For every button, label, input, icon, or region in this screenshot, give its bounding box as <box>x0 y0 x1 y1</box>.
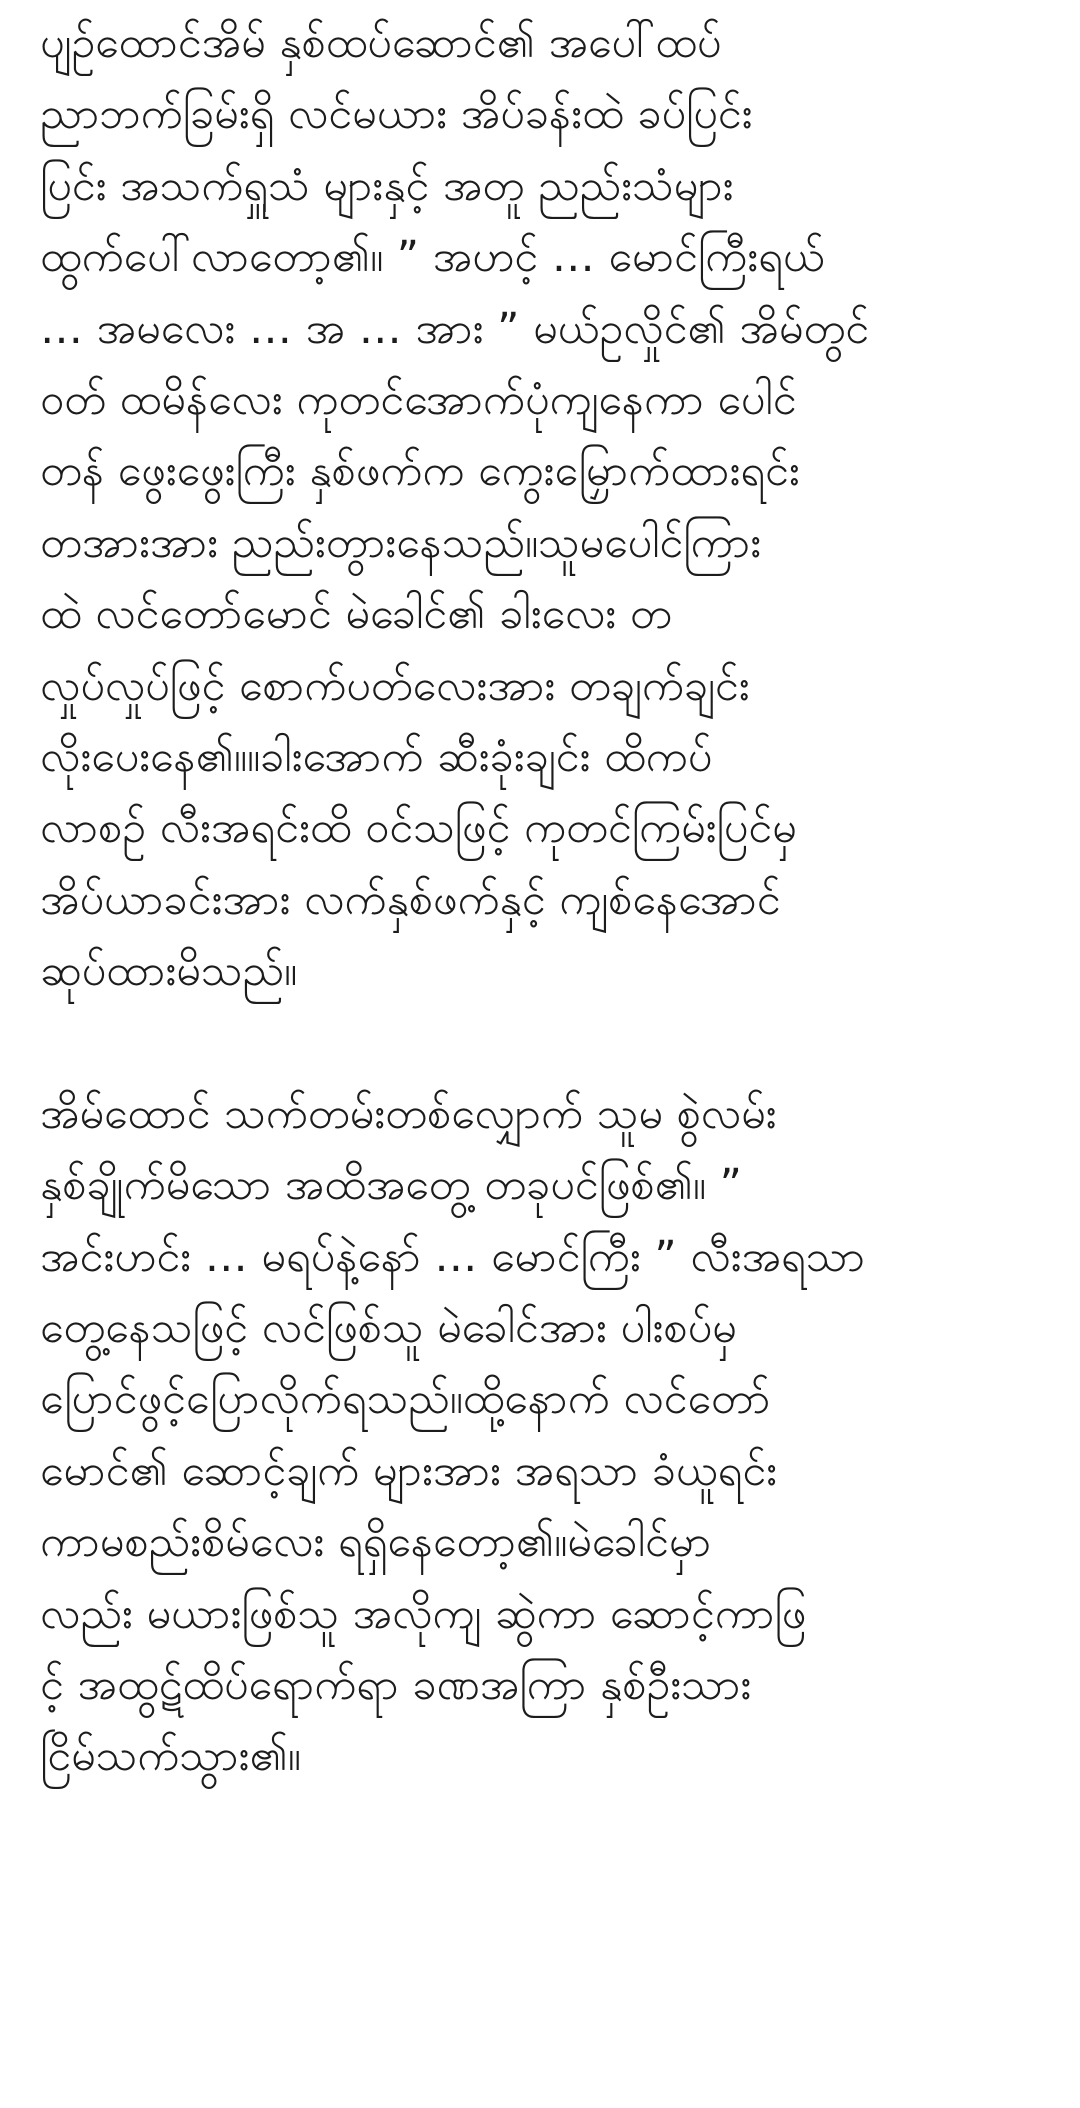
text-line: လိုးပေးနေ၏။။ခါးအောက် ဆီးခုံးချင်း ထိကပ် <box>40 731 713 782</box>
text-line: ထဲ လင်တော်မောင် မဲခေါင်၏ ခါးလေး တ <box>40 589 672 640</box>
text-line: နှစ်ချိုက်မိသော အထိအတွေ့ တခုပင်ဖြစ်၏။ ” <box>40 1160 742 1211</box>
text-line: ငြိမ်သက်သွား၏။ <box>40 1731 301 1782</box>
text-line: ဝတ် ထမိန်လေး ကုတင်အောက်ပုံကျနေကာ ပေါင် <box>40 374 797 425</box>
text-line: လာစဉ် လီးအရင်းထိ ဝင်သဖြင့် ကုတင်ကြမ်းပြင်မှ <box>40 803 797 854</box>
text-line: ဆုပ်ထားမိသည်။ <box>40 946 297 997</box>
paragraph-gap <box>40 1007 1040 1078</box>
text-line: အင်းဟင်း … မရပ်နဲ့နော် … မောင်ကြီး ” လီးအရသာ <box>40 1231 865 1282</box>
text-line: ပျဉ်ထောင်အိမ် နှစ်ထပ်ဆောင်၏ အပေါ်ထပ် <box>40 18 722 68</box>
text-line: လည်း မယားဖြစ်သူ အလိုကျ ဆွဲကာ ဆောင့်ကာဖြ <box>40 1588 807 1639</box>
text-line: လှုပ်လှုပ်ဖြင့် စောက်ပတ်လေးအား တချက်ချင်း <box>40 660 750 711</box>
text-line: င့် အထွဋ်ထိပ်ရောက်ရာ ခဏအကြာ နှစ်ဦးသား <box>40 1659 752 1710</box>
text-line: ထွက်ပေါ်လာတော့၏။ ” အဟင့် … မောင်ကြီးရယ် <box>40 232 825 283</box>
text-line: အိမ်ထောင် သက်တမ်းတစ်လျှောက် သူမ စွဲလမ်း <box>40 1088 777 1139</box>
paragraph-2 <box>40 1079 1040 1793</box>
text-line: ပြောင်ဖွင့်ပြောလိုက်ရသည်။ထို့နောက် လင်တော် <box>40 1374 771 1425</box>
paragraph-1 <box>40 8 1040 1007</box>
text-line: အိပ်ယာခင်းအား လက်နှစ်ဖက်နှင့် ကျစ်နေအောင် <box>40 874 781 925</box>
text-line: တွေ့နေသဖြင့် လင်ဖြစ်သူ မဲခေါင်အား ပါးစပ်မှ <box>40 1303 737 1354</box>
text-line: ပြင်း အသက်ရှူသံ များနှင့် အတူ ညည်းသံများ <box>40 160 734 211</box>
text-line: … အမလေး … အ … အား ” မယ်ဥလှိုင်၏ အိမ်တွင် <box>40 303 870 354</box>
text-line: တန် ဖွေးဖွေးကြီး နှစ်ဖက်က ကွေးမြှောက်ထားရင်း <box>40 446 800 497</box>
text-line: ညာဘက်ခြမ်းရှိ လင်မယား အိပ်ခန်းထဲ ခပ်ပြင်း <box>40 89 753 140</box>
text-line: ကာမစည်းစိမ်လေး ရရှိနေတော့၏။မဲခေါင်မှာ <box>40 1517 712 1568</box>
text-line: မောင်၏ ဆောင့်ချက် များအား အရသာ ခံယူရင်း <box>40 1445 778 1496</box>
text-line: တအားအား ညည်းတွားနေသည်။သူမပေါင်ကြား <box>40 517 762 568</box>
